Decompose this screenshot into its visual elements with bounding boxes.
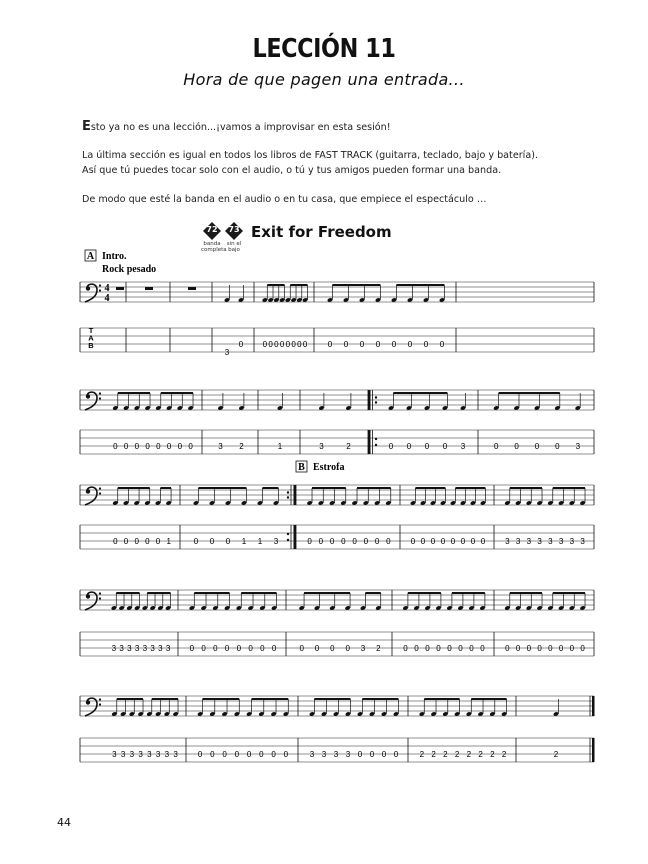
tab-number: 0 <box>480 537 486 546</box>
tab-number: 0 <box>391 340 397 349</box>
beam <box>314 698 350 700</box>
tab-number: 0 <box>423 340 429 349</box>
tab-number: 3 <box>505 537 510 546</box>
tab-number: 3 <box>173 750 178 759</box>
lesson-title: LECCIÓN 11 <box>252 34 396 64</box>
tab-number: 0 <box>329 537 335 546</box>
measure <box>327 284 445 349</box>
tab-number: 0 <box>352 537 357 546</box>
beam <box>252 698 289 700</box>
beam <box>471 698 506 700</box>
tab-number: 0 <box>470 537 476 546</box>
tab-number: 2 <box>501 750 507 759</box>
beam <box>510 592 542 594</box>
tab-number: 3 <box>111 644 117 653</box>
beam <box>332 284 380 286</box>
beam <box>365 592 380 594</box>
section-letter: B <box>298 462 305 473</box>
tab-number: 0 <box>299 644 304 653</box>
tab-number: 2 <box>239 442 244 451</box>
tab-number: 3 <box>319 442 324 451</box>
tab-number: 0 <box>341 537 346 546</box>
tab-number: 3 <box>129 750 135 759</box>
tab-number: 0 <box>262 340 268 349</box>
tab-number: 0 <box>330 644 335 653</box>
section-a-style: Rock pesado <box>102 264 157 275</box>
beam <box>147 592 170 594</box>
repeat-sign <box>294 525 297 549</box>
tab-number: 3 <box>155 750 161 759</box>
measure <box>419 698 507 759</box>
tab-number: 3 <box>112 750 117 759</box>
tab-number: 0 <box>145 537 150 546</box>
tab-number: 0 <box>534 442 540 451</box>
tab-number: 0 <box>388 442 394 451</box>
tab-number: 0 <box>480 644 485 653</box>
tab-number: 1 <box>166 537 171 546</box>
tab-number: 3 <box>569 537 575 546</box>
track-label: banda completa <box>201 241 227 253</box>
beam <box>290 284 307 286</box>
beam <box>393 392 447 394</box>
measure <box>224 285 244 357</box>
tab-number: 3 <box>224 348 230 357</box>
tab-number: 0 <box>515 644 521 653</box>
tab-number: 0 <box>283 750 289 759</box>
tab-number: 3 <box>127 644 132 653</box>
tab-number: 0 <box>155 537 161 546</box>
tab-number: 0 <box>225 537 231 546</box>
beam <box>452 592 485 594</box>
whole-rest-icon <box>188 287 196 290</box>
tab-number: 0 <box>193 537 199 546</box>
tab-letter: T <box>88 326 94 335</box>
tab-number: 0 <box>343 340 349 349</box>
measure <box>188 287 196 290</box>
tab-number: 2 <box>478 750 483 759</box>
tab-number: 0 <box>359 340 365 349</box>
tab-number: 3 <box>119 644 124 653</box>
tab-number: 2 <box>490 750 495 759</box>
drop-cap: E <box>82 119 91 134</box>
tab-number: 1 <box>257 537 263 546</box>
tab-number: 0 <box>177 442 183 451</box>
tab-number: 3 <box>150 644 155 653</box>
measure <box>309 698 399 759</box>
measure <box>112 487 172 546</box>
tab-number: 0 <box>403 644 408 653</box>
measure <box>217 393 244 451</box>
beam <box>241 592 276 594</box>
tab-letter: B <box>88 341 94 350</box>
tab-number: 0 <box>123 537 129 546</box>
tab-number: 2 <box>431 750 436 759</box>
tab-number: 0 <box>393 750 399 759</box>
tab-number: 0 <box>327 340 333 349</box>
song-title: Exit for Freedom <box>251 223 392 241</box>
tab-number: 0 <box>197 750 203 759</box>
tab-number: 0 <box>439 340 445 349</box>
measure <box>145 287 153 290</box>
measure <box>318 393 351 451</box>
repeat-sign <box>368 430 371 454</box>
tab-number: 0 <box>134 442 140 451</box>
tab-number: 0 <box>318 537 324 546</box>
measure <box>493 392 581 451</box>
tab-number: 0 <box>236 644 242 653</box>
measure <box>111 698 178 759</box>
tab-number: 0 <box>363 537 369 546</box>
music-system <box>80 282 594 357</box>
beam <box>455 487 485 489</box>
beam <box>118 392 150 394</box>
tab-number: 0 <box>297 340 302 349</box>
beam <box>116 592 139 594</box>
tab-number: 0 <box>460 537 466 546</box>
tab-number: 0 <box>381 750 387 759</box>
tab-number: 3 <box>558 537 564 546</box>
tab-number: 0 <box>189 644 195 653</box>
section-a-intro: Intro. <box>102 251 127 262</box>
tab-number: 3 <box>218 442 223 451</box>
measure <box>116 287 124 290</box>
beam <box>198 487 246 489</box>
measure <box>112 392 193 451</box>
measure <box>189 592 277 653</box>
page-number: 44 <box>57 816 71 829</box>
measure <box>193 487 279 546</box>
intro-paragraph-3: De modo que esté la banda en el audio o en tu casa, que empiece el espectáculo … <box>82 194 487 205</box>
tab-number: 0 <box>260 644 265 653</box>
section-a-label <box>85 250 156 275</box>
tab-number: 3 <box>460 442 466 451</box>
measure <box>410 487 486 546</box>
tab-number: 0 <box>222 750 227 759</box>
tab-number: 3 <box>309 750 315 759</box>
measure <box>262 284 308 349</box>
tab-number: 3 <box>120 750 126 759</box>
tab-number: 0 <box>134 537 139 546</box>
tab-number: 0 <box>213 644 218 653</box>
repeat-sign <box>368 390 371 410</box>
tab-number: 0 <box>442 442 448 451</box>
measure <box>402 592 485 653</box>
tab-number: 3 <box>360 644 366 653</box>
tab-number: 3 <box>548 537 553 546</box>
tab-number: 0 <box>123 442 129 451</box>
repeat-sign <box>294 485 297 505</box>
tab-number: 3 <box>345 750 351 759</box>
beam <box>510 487 542 489</box>
tab-number: 3 <box>321 750 327 759</box>
tab-number: 3 <box>134 644 140 653</box>
tab-number: 0 <box>246 750 252 759</box>
tab-number: 0 <box>436 644 441 653</box>
beam <box>553 487 585 489</box>
tab-number: 3 <box>515 537 521 546</box>
tab-number: 0 <box>537 644 542 653</box>
tab-number: 0 <box>188 442 193 451</box>
tab-number: 0 <box>569 644 575 653</box>
tab-number: 3 <box>575 442 581 451</box>
music-system <box>80 590 594 656</box>
tab-number: 3 <box>158 644 163 653</box>
beam <box>262 487 278 489</box>
tab-number: 0 <box>285 340 291 349</box>
whole-rest-icon <box>116 287 124 290</box>
tab-number: 2 <box>553 750 559 759</box>
tab-number: 0 <box>156 442 161 451</box>
beam <box>160 487 171 489</box>
section-letter: A <box>86 251 95 262</box>
intro-paragraph-2-line-1: La última sección es igual en todos los libros de FAST TRACK (guitarra, teclado, bajo y batería). <box>82 150 539 161</box>
beam <box>424 698 459 700</box>
beam <box>118 487 150 489</box>
tab-number: 0 <box>375 340 381 349</box>
tab-number: 0 <box>514 442 519 451</box>
tab-number: 0 <box>271 750 276 759</box>
lesson-subtitle: Hora de que pagen una entrada... <box>183 70 465 89</box>
track-number: 72 <box>206 225 218 234</box>
tab-number: 3 <box>142 644 148 653</box>
tab-number: 0 <box>440 537 446 546</box>
tab-number: 2 <box>419 750 425 759</box>
beam <box>203 698 240 700</box>
time-signature-top: 4 <box>104 283 110 294</box>
tab-number: 0 <box>555 442 560 451</box>
tab-number: 0 <box>558 644 564 653</box>
tab-number: 0 <box>268 340 273 349</box>
tab-number: 0 <box>548 644 553 653</box>
tab-number: 0 <box>526 644 532 653</box>
tab-number: 0 <box>302 340 308 349</box>
time-signature-bottom: 4 <box>104 293 110 304</box>
beam <box>415 487 445 489</box>
tab-number: 0 <box>166 442 172 451</box>
tab-number: 0 <box>580 644 585 653</box>
beam <box>161 392 193 394</box>
tab-number: 0 <box>201 644 206 653</box>
tab-number: 1 <box>277 442 283 451</box>
tab-number: 0 <box>209 537 215 546</box>
tab-number: 3 <box>138 750 143 759</box>
section-b-name: Estrofa <box>313 462 345 473</box>
tab-number: 3 <box>147 750 152 759</box>
tab-number: 0 <box>410 537 416 546</box>
intro-paragraph-1-text: sto ya no es una lección...¡vamos a improvisar en esta sesión! <box>90 122 391 133</box>
tab-staff <box>80 328 594 352</box>
beam <box>194 592 229 594</box>
tab-number: 2 <box>376 644 381 653</box>
tab-number: 0 <box>145 442 150 451</box>
tab-number: 0 <box>307 537 312 546</box>
tab-number: 0 <box>430 537 436 546</box>
tab-letter: A <box>88 333 94 343</box>
beam <box>396 284 444 286</box>
measure <box>299 592 382 653</box>
tab-number: 0 <box>469 644 474 653</box>
track-label: sin el bajo <box>226 241 242 253</box>
beam <box>304 592 350 594</box>
tab-number: 0 <box>374 537 380 546</box>
intro-paragraph-2-line-2: Así que tú puedes tocar solo con el audio, o tú y tus amigos pueden formar una banda. <box>82 165 502 176</box>
tab-number: 0 <box>279 340 285 349</box>
track-number: 73 <box>228 225 240 234</box>
measure <box>197 698 289 759</box>
beam <box>357 487 391 489</box>
tab-number: 0 <box>314 644 320 653</box>
tab-number: 0 <box>291 340 296 349</box>
tab-number: 0 <box>420 537 426 546</box>
tab-number: 0 <box>248 644 253 653</box>
beam <box>152 698 178 700</box>
music-system <box>80 485 594 549</box>
tab-number: 0 <box>259 750 264 759</box>
music-system <box>80 390 594 454</box>
measure <box>307 487 392 546</box>
tab-number: 0 <box>425 644 430 653</box>
beam <box>408 592 441 594</box>
tab-number: 0 <box>424 442 430 451</box>
tab-number: 2 <box>346 442 351 451</box>
tab-number: 2 <box>443 750 448 759</box>
tab-number: 0 <box>447 644 452 653</box>
tab-number: 3 <box>273 537 279 546</box>
tab-number: 0 <box>493 442 499 451</box>
tab-number: 2 <box>466 750 472 759</box>
tab-number: 3 <box>164 750 170 759</box>
tab-number: 0 <box>234 750 240 759</box>
tab-number: 0 <box>407 340 413 349</box>
tab-number: 0 <box>357 750 363 759</box>
tab-number: 0 <box>458 644 463 653</box>
tab-number: 0 <box>505 644 510 653</box>
tab-number: 0 <box>386 537 391 546</box>
tab-number: 0 <box>414 644 419 653</box>
tab-number: 0 <box>271 644 277 653</box>
measure <box>388 392 466 451</box>
tab-number: 3 <box>333 750 339 759</box>
beam <box>362 698 398 700</box>
tab-number: 3 <box>165 644 171 653</box>
music-system <box>80 696 595 762</box>
beam <box>553 592 585 594</box>
tab-number: 0 <box>274 340 279 349</box>
beam <box>499 392 560 394</box>
tab-number: 0 <box>450 537 456 546</box>
beam <box>117 698 143 700</box>
tab-number: 0 <box>210 750 215 759</box>
tab-number: 3 <box>526 537 532 546</box>
tab-number: 3 <box>580 537 585 546</box>
whole-rest-icon <box>145 287 153 290</box>
tab-number: 0 <box>113 442 118 451</box>
tab-number: 3 <box>537 537 542 546</box>
measure <box>553 699 559 759</box>
measure <box>277 393 283 451</box>
tab-number: 2 <box>454 750 460 759</box>
tab-number: 0 <box>406 442 412 451</box>
tab-number: 0 <box>345 644 350 653</box>
section-b-label <box>296 461 344 473</box>
tab-number: 0 <box>369 750 375 759</box>
tab-number: 0 <box>224 644 230 653</box>
measure <box>504 487 585 546</box>
tab-number: 0 <box>113 537 118 546</box>
tab-number: 1 <box>241 537 247 546</box>
measure <box>504 592 585 653</box>
beam <box>312 487 346 489</box>
tab-number: 0 <box>238 340 244 349</box>
beam <box>267 284 284 286</box>
measure <box>111 592 171 653</box>
